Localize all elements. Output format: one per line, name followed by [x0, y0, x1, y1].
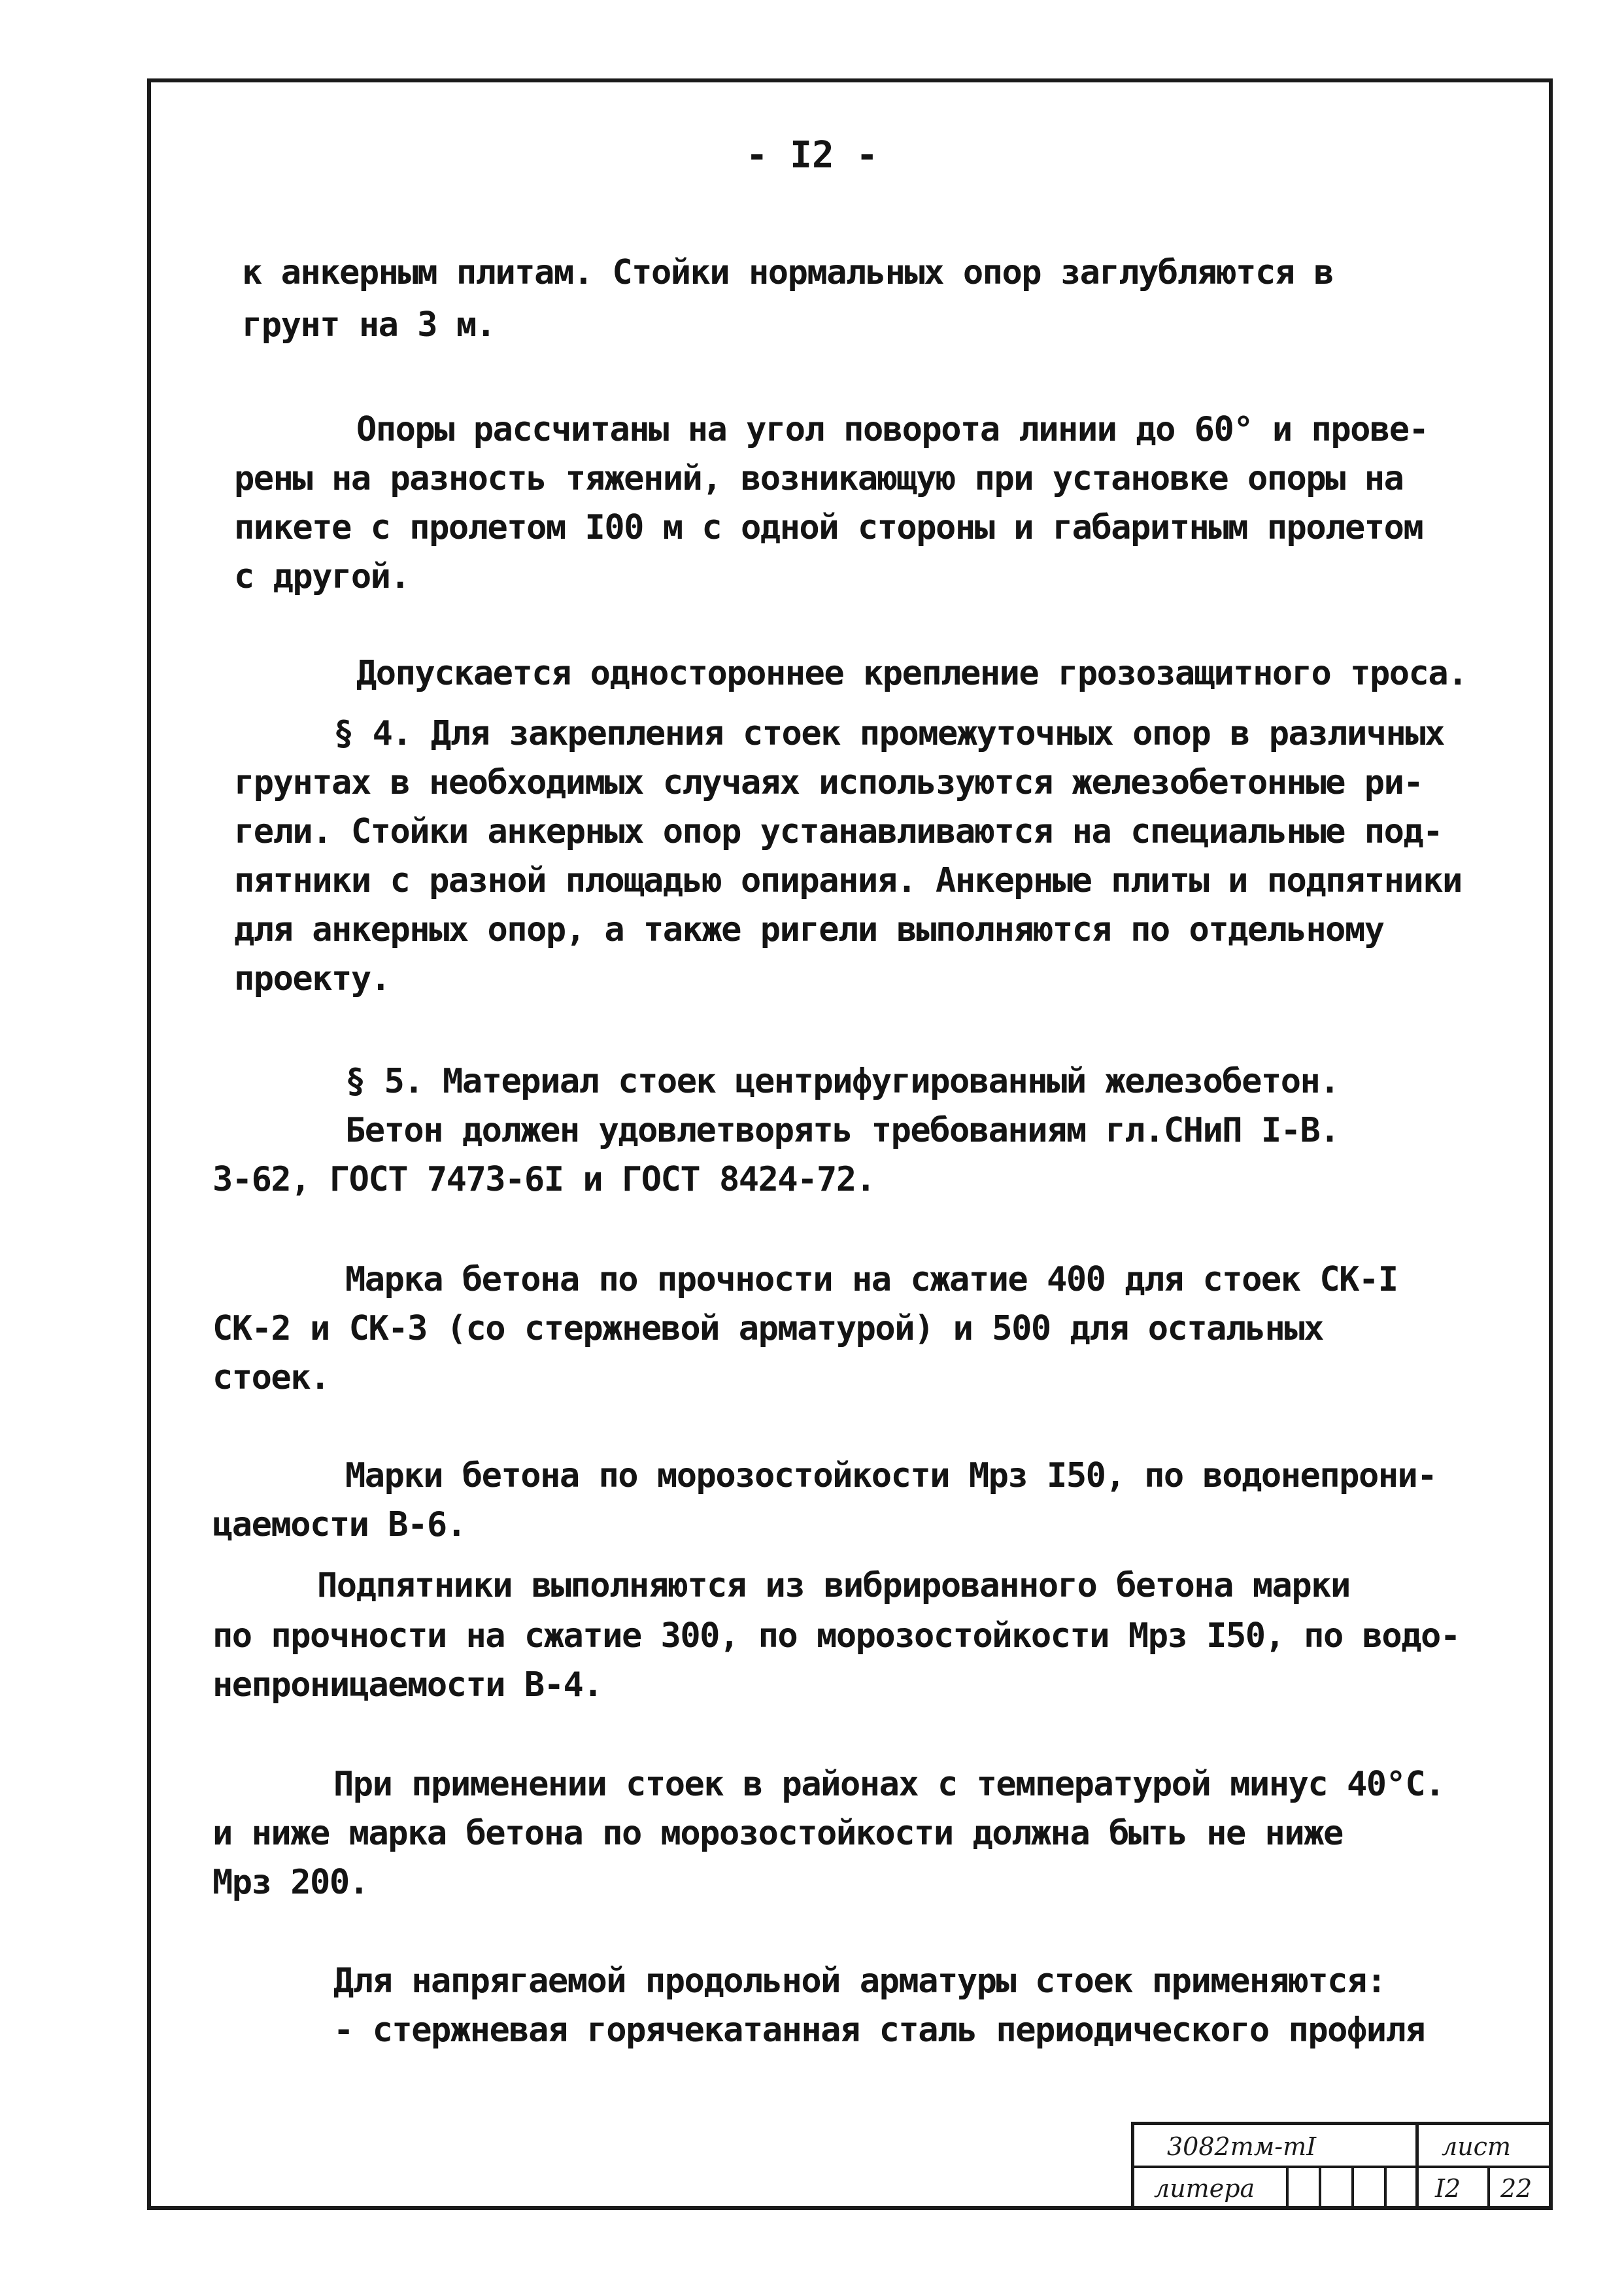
- title-block-cell-divider: [1384, 2166, 1387, 2210]
- text-line: пятники с разной площадью опирания. Анкерные плиты и подпятники: [234, 861, 1462, 900]
- text-line: Бетон должен удовлетворять требованиям гл.СНиП I-В.: [345, 1111, 1340, 1150]
- sheet-extra: 22: [1500, 2174, 1532, 2203]
- text-line: Опоры рассчитаны на угол поворота линии до 60° и прове-: [356, 410, 1429, 449]
- text-line: проекту.: [234, 959, 390, 998]
- text-line: Допускается одностороннее крепление грозозащитного троса.: [356, 654, 1467, 693]
- text-line: Марки бетона по морозостойкости Мрз I50, по водонепрони-: [345, 1456, 1437, 1495]
- text-line: Для напрягаемой продольной арматуры стоек применяются:: [333, 1962, 1386, 2001]
- text-line: При применении стоек в районах с температурой минус 40°С.: [333, 1765, 1444, 1804]
- title-block-cell-divider: [1351, 2166, 1354, 2210]
- text-line: Подпятники выполняются из вибрированного бетона марки: [317, 1566, 1350, 1605]
- title-block-cell-divider: [1319, 2166, 1321, 2210]
- text-line: и ниже марка бетона по морозостойкости должна быть не ниже: [212, 1814, 1343, 1853]
- text-line: цаемости В-6.: [212, 1505, 466, 1544]
- text-line: непроницаемости В-4.: [212, 1665, 603, 1705]
- doc-code: 3082тм-тI: [1167, 2132, 1317, 2161]
- text-line: гели. Стойки анкерных опор устанавливаются на специальные под-: [234, 812, 1443, 851]
- text-line: § 5. Материал стоек центрифугированный железобетон.: [345, 1062, 1340, 1101]
- text-line: 3-62, ГОСТ 7473-6I и ГОСТ 8424-72.: [212, 1160, 875, 1199]
- title-block: [1131, 2122, 1553, 2210]
- text-line: СК-2 и СК-3 (со стержневой арматурой) и 500 для остальных: [212, 1309, 1323, 1348]
- text-line: к анкерным плитам. Стойки нормальных опор заглубляются в: [242, 253, 1334, 292]
- text-line: Марка бетона по прочности на сжатие 400 для стоек СК-I: [345, 1260, 1398, 1299]
- text-line: с другой.: [234, 557, 410, 596]
- title-block-cell-divider: [1286, 2166, 1289, 2210]
- sheet-number: I2: [1435, 2174, 1461, 2203]
- text-line: пикете с пролетом I00 м с одной стороны и габаритным пролетом: [234, 508, 1423, 547]
- text-line: грунтах в необходимых случаях используются железобетонные ри-: [234, 763, 1423, 802]
- litera-label: литера: [1154, 2174, 1255, 2203]
- text-line: стоек.: [212, 1358, 330, 1397]
- text-line: Мрз 200.: [212, 1863, 369, 1902]
- sheet-label: лист: [1442, 2132, 1511, 2161]
- text-line: по прочности на сжатие 300, по морозостойкости Мрз I50, по водо-: [212, 1616, 1460, 1656]
- text-line: для анкерных опор, а также ригели выполняются по отдельному: [234, 910, 1384, 949]
- text-line: грунт на 3 м.: [242, 305, 496, 345]
- text-line: § 4. Для закрепления стоек промежуточных опор в различных: [333, 714, 1444, 753]
- title-block-column-divider: [1415, 2125, 1419, 2210]
- title-block-cell-divider: [1487, 2166, 1490, 2210]
- page-number: - I2 -: [745, 134, 879, 177]
- text-line: - стержневая горячекатанная сталь периодического профиля: [333, 2011, 1425, 2050]
- text-line: рены на разность тяжений, возникающую при установке опоры на: [234, 459, 1404, 498]
- title-block-divider: [1134, 2166, 1553, 2168]
